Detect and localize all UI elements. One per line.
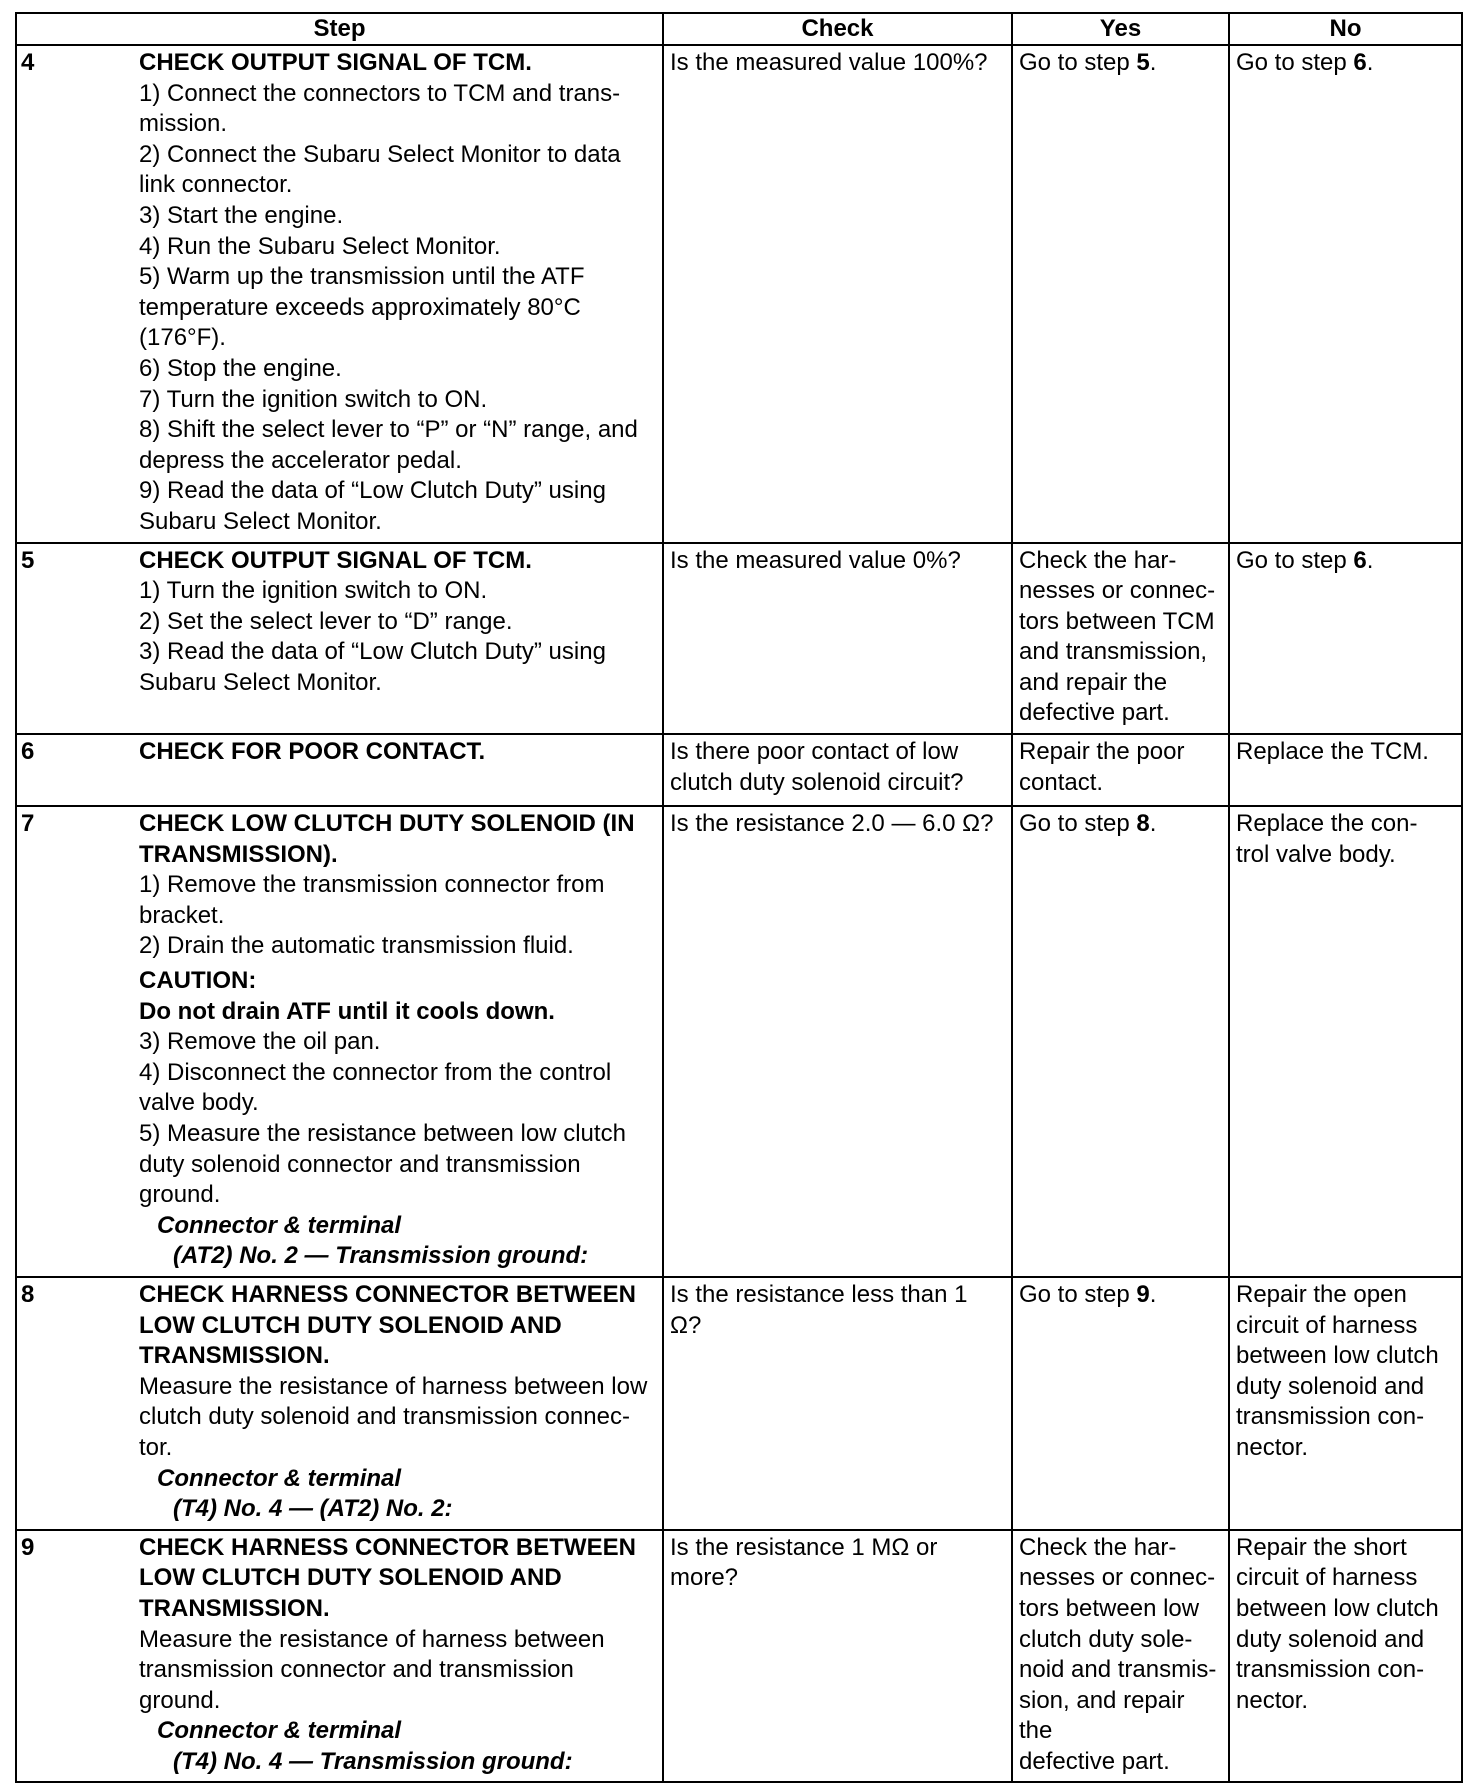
- table-row: [16, 1277, 1462, 1530]
- header-no: No: [1229, 13, 1462, 45]
- step-line: Subaru Select Monitor.: [139, 507, 382, 535]
- no-cell: [1229, 45, 1462, 543]
- header-step: Step: [16, 13, 663, 45]
- caution-label: CAUTION:: [139, 967, 257, 995]
- no-step-link: 6: [1353, 49, 1367, 76]
- step-title: TRANSMISSION.: [139, 1342, 330, 1370]
- check-text: Is the resistance 1 MΩ or: [670, 1533, 938, 1561]
- check-cell: [663, 734, 1012, 806]
- connector-terminal-label: Connector & terminal: [157, 1211, 402, 1239]
- step-number: 8: [21, 1280, 35, 1308]
- step-line: ground.: [139, 1686, 221, 1714]
- check-cell: [663, 45, 1012, 543]
- check-text: Is the resistance 2.0 — 6.0 Ω?: [670, 810, 994, 838]
- step-line: 8) Shift the select lever to “P” or “N” range, and: [139, 416, 638, 444]
- no-text: circuit of harness: [1236, 1564, 1418, 1592]
- step-line: Measure the resistance of harness between: [139, 1625, 605, 1653]
- step-title: CHECK HARNESS CONNECTOR BETWEEN: [139, 1533, 636, 1561]
- no-text: Go to step: [1236, 546, 1354, 574]
- yes-text: tors between low: [1019, 1594, 1200, 1622]
- yes-text: Check the har-: [1019, 1533, 1177, 1561]
- yes-text: tors between TCM: [1019, 607, 1215, 635]
- step-title: TRANSMISSION).: [139, 840, 338, 868]
- step-number: 7: [21, 810, 35, 838]
- step-title: CHECK HARNESS CONNECTOR BETWEEN: [139, 1280, 636, 1308]
- connector-terminal-value: (T4) No. 4 — Transmission ground:: [173, 1747, 573, 1775]
- no-text: nector.: [1236, 1433, 1309, 1461]
- yes-cell: [1012, 1530, 1229, 1783]
- step-line: 1) Connect the connectors to TCM and trans-: [139, 79, 621, 107]
- step-line: duty solenoid connector and transmission: [139, 1150, 581, 1178]
- step-line: link connector.: [139, 171, 293, 199]
- no-text: duty solenoid and: [1236, 1372, 1425, 1400]
- step-number: 5: [21, 546, 35, 574]
- step-line: mission.: [139, 110, 228, 138]
- connector-terminal-value: (T4) No. 4 — (AT2) No. 2:: [173, 1495, 453, 1523]
- step-line: 3) Read the data of “Low Clutch Duty” using: [139, 638, 606, 666]
- yes-cell: [1012, 806, 1229, 1277]
- yes-text: defective part.: [1019, 699, 1170, 727]
- no-text: nector.: [1236, 1686, 1309, 1714]
- step-line: 6) Stop the engine.: [139, 354, 342, 382]
- no-text: Repair the short: [1236, 1533, 1407, 1561]
- check-cell: [663, 1277, 1012, 1530]
- table-row: [16, 1530, 1462, 1783]
- check-text: Is the measured value 0%?: [670, 546, 961, 574]
- step-line: 4) Run the Subaru Select Monitor.: [139, 232, 501, 260]
- yes-cell: [1012, 1277, 1229, 1530]
- step-title: CHECK OUTPUT SIGNAL OF TCM.: [139, 49, 532, 76]
- no-text: between low clutch: [1236, 1594, 1439, 1622]
- step-line: 3) Start the engine.: [139, 201, 344, 229]
- step-line: transmission connector and transmission: [139, 1656, 574, 1684]
- header-row: [16, 13, 1462, 45]
- step-line: 5) Measure the resistance between low clutch: [139, 1120, 626, 1147]
- table-row: [16, 543, 1462, 735]
- step-line: 4) Disconnect the connector from the control: [139, 1058, 612, 1086]
- step-cell: [16, 543, 663, 735]
- yes-suffix: .: [1149, 49, 1157, 76]
- no-suffix: .: [1366, 49, 1374, 76]
- no-text: between low clutch: [1236, 1342, 1439, 1370]
- step-line: Measure the resistance of harness between low: [139, 1372, 648, 1400]
- yes-step-link: 9: [1136, 1280, 1150, 1308]
- connector-terminal-value: (AT2) No. 2 — Transmission ground:: [173, 1242, 589, 1270]
- step-number: 9: [21, 1533, 35, 1561]
- yes-text: and transmission,: [1019, 638, 1208, 666]
- header-yes: Yes: [1012, 13, 1229, 45]
- diagnostic-table: [15, 12, 1463, 1783]
- yes-text: nesses or connec-: [1019, 1564, 1216, 1592]
- step-line: 2) Drain the automatic transmission fluid.: [139, 932, 574, 960]
- yes-text: Go to step: [1019, 810, 1137, 838]
- step-line: 1) Remove the transmission connector from: [139, 871, 605, 899]
- step-number: 6: [21, 738, 35, 766]
- yes-cell: [1012, 45, 1229, 543]
- yes-text: Go to step: [1019, 49, 1137, 76]
- no-text: trol valve body.: [1236, 840, 1396, 868]
- yes-text: defective part.: [1019, 1747, 1170, 1775]
- table-row: [16, 45, 1462, 543]
- yes-suffix: .: [1149, 1280, 1157, 1308]
- yes-text: Go to step: [1019, 1280, 1137, 1308]
- no-cell: [1229, 1277, 1462, 1530]
- step-cell: [16, 734, 663, 806]
- step-line: ground.: [139, 1181, 221, 1209]
- yes-text: Repair the poor: [1019, 738, 1185, 766]
- check-text: Is the resistance less than 1 Ω?: [670, 1280, 968, 1339]
- step-title: CHECK LOW CLUTCH DUTY SOLENOID (IN: [139, 810, 635, 838]
- step-line: clutch duty solenoid and transmission connec-: [139, 1403, 630, 1431]
- no-cell: [1229, 806, 1462, 1277]
- step-line: 7) Turn the ignition switch to ON.: [139, 385, 488, 413]
- check-cell: [663, 806, 1012, 1277]
- no-text: Go to step: [1236, 49, 1354, 76]
- connector-terminal-label: Connector & terminal: [157, 1717, 402, 1745]
- yes-text: contact.: [1019, 768, 1104, 796]
- step-line: Subaru Select Monitor.: [139, 668, 382, 696]
- step-cell: [16, 45, 663, 543]
- no-step-link: 6: [1353, 546, 1367, 574]
- step-title: CHECK OUTPUT SIGNAL OF TCM.: [139, 546, 532, 574]
- check-cell: [663, 543, 1012, 735]
- yes-suffix: .: [1149, 810, 1157, 838]
- step-line: 3) Remove the oil pan.: [139, 1028, 381, 1056]
- yes-text: nesses or connec-: [1019, 577, 1216, 605]
- step-number: 4: [21, 49, 35, 76]
- yes-cell: [1012, 543, 1229, 735]
- yes-text: noid and transmis-: [1019, 1656, 1217, 1684]
- check-text: Is the measured value 100%?: [670, 49, 988, 76]
- no-cell: [1229, 1530, 1462, 1783]
- step-line: 5) Warm up the transmission until the ATF: [139, 263, 585, 291]
- no-text: circuit of harness: [1236, 1311, 1418, 1339]
- no-text: duty solenoid and: [1236, 1625, 1425, 1653]
- step-line: temperature exceeds approximately 80°C: [139, 293, 581, 321]
- no-text: Replace the TCM.: [1236, 738, 1429, 766]
- step-line: 2) Set the select lever to “D” range.: [139, 607, 513, 635]
- step-line: depress the accelerator pedal.: [139, 446, 462, 474]
- step-line: tor.: [139, 1433, 173, 1461]
- yes-text: clutch duty sole-: [1019, 1625, 1193, 1653]
- yes-text: sion, and repair the: [1019, 1686, 1185, 1745]
- step-line: (176°F).: [139, 324, 226, 352]
- no-cell: [1229, 734, 1462, 806]
- step-title: LOW CLUTCH DUTY SOLENOID AND: [139, 1564, 562, 1592]
- no-suffix: .: [1366, 546, 1374, 574]
- yes-step-link: 8: [1136, 810, 1150, 838]
- check-text: more?: [670, 1564, 739, 1592]
- step-cell: [16, 1530, 663, 1783]
- table-row: [16, 734, 1462, 806]
- yes-cell: [1012, 734, 1229, 806]
- step-line: 1) Turn the ignition switch to ON.: [139, 577, 488, 605]
- check-text: clutch duty solenoid circuit?: [670, 768, 964, 796]
- step-line: valve body.: [139, 1089, 259, 1117]
- step-title: CHECK FOR POOR CONTACT.: [139, 738, 486, 766]
- no-text: transmission con-: [1236, 1403, 1425, 1431]
- check-cell: [663, 1530, 1012, 1783]
- step-line: bracket.: [139, 901, 225, 929]
- connector-terminal-label: Connector & terminal: [157, 1464, 402, 1492]
- yes-step-link: 5: [1136, 49, 1150, 76]
- step-cell: [16, 1277, 663, 1530]
- no-text: transmission con-: [1236, 1656, 1425, 1684]
- no-text: Repair the open: [1236, 1280, 1407, 1308]
- yes-text: Check the har-: [1019, 546, 1177, 574]
- table-row: [16, 806, 1462, 1277]
- step-cell: [16, 806, 663, 1277]
- caution-text: Do not drain ATF until it cools down.: [139, 997, 555, 1025]
- step-line: 9) Read the data of “Low Clutch Duty” using: [139, 477, 606, 505]
- header-check: Check: [663, 13, 1012, 45]
- step-title: TRANSMISSION.: [139, 1594, 330, 1622]
- step-title: LOW CLUTCH DUTY SOLENOID AND: [139, 1311, 562, 1339]
- no-cell: [1229, 543, 1462, 735]
- step-line: 2) Connect the Subaru Select Monitor to data: [139, 140, 621, 168]
- check-text: Is there poor contact of low: [670, 738, 959, 766]
- no-text: Replace the con-: [1236, 810, 1418, 838]
- yes-text: and repair the: [1019, 668, 1168, 696]
